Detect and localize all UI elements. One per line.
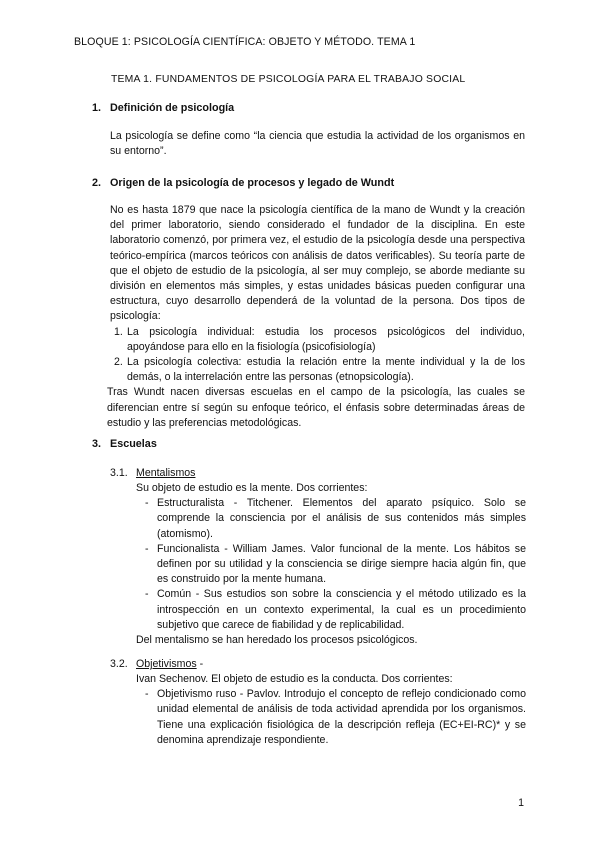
list-number: 2. — [114, 356, 123, 369]
section-1-number: 1. — [92, 102, 102, 114]
section-1-heading: Definición de psicología — [110, 102, 235, 114]
section-2-number: 2. — [92, 177, 102, 189]
list-item — [145, 542, 526, 588]
list-item — [145, 496, 526, 542]
dash-bullet: - — [145, 588, 149, 601]
page-number: 1 — [518, 797, 524, 809]
subsection-3-1-intro: Su objeto de estudio es la mente. Dos corrientes: — [136, 482, 368, 494]
section-2-closing: Tras Wundt nacen diversas escuelas en el campo de la psicología, las cuales se diferencian entre sí según su enfoque teórico, el énfasis sobre determinadas áreas de estudio y las preferencias metodológicas. — [107, 386, 525, 429]
subsection-3-2-number: 3.2. — [110, 658, 128, 670]
dash-bullet: - — [145, 497, 149, 510]
list-item — [145, 687, 526, 748]
list-text: La psicología individual: estudia los procesos psicológicos del individuo, apoyándose para ello en la fisiología (psicofisiología) — [127, 325, 525, 353]
section-2-body: No es hasta 1879 que nace la psicología científica de la mano de Wundt y la creación del primer laboratorio, siendo considerado el fundador de la disciplina. En este laboratorio comenzó, por primera vez, el estudio de la psicología desde una perspectiva teórico-empírica (marcos teóricos con análisis de datos verificables). Su teoría parte de que el objeto de estudio de la psicología, al ser muy complejo, se aborde mediante su división en elementos más simples, y estas unidades básicas pueden configurar una estructura, cuyo desarrollo dependerá de la voluntad de la persona. Dos tipos de psicología: — [110, 204, 525, 323]
section-3-number: 3. — [92, 438, 102, 450]
subsection-3-2-title-suffix: - — [196, 658, 204, 670]
list-item — [145, 587, 526, 633]
subsection-3-1-title: Mentalismos — [136, 467, 196, 479]
section-1-body: La psicología se define como “la ciencia que estudia la actividad de los organismos en su entorno”. — [110, 130, 525, 158]
list-text: La psicología colectiva: estudia la relación entre la mente individual y la de los demás, o la interrelación entre las personas (etnopsicología). — [127, 356, 525, 384]
running-header: BLOQUE 1: PSICOLOGÍA CIENTÍFICA: OBJETO Y MÉTODO. TEMA 1 — [74, 36, 416, 48]
section-2-heading: Origen de la psicología de procesos y legado de Wundt — [110, 177, 395, 189]
subsection-3-2-heading — [136, 658, 203, 670]
dash-bullet: - — [145, 542, 149, 555]
psychology-types-list — [110, 325, 525, 386]
mentalism-currents-list — [145, 496, 526, 633]
section-2-content — [107, 203, 525, 431]
dash-bullet: - — [145, 688, 149, 701]
subsection-3-1-number: 3.1. — [110, 467, 128, 479]
list-item — [110, 325, 525, 355]
objectivism-currents-list — [145, 687, 526, 748]
subsection-3-1-closing: Del mentalismo se han heredado los procesos psicológicos. — [136, 634, 418, 647]
list-text: Estructuralista - Titchener. Elementos del aparato psíquico. Solo se comprende la consciencia por el análisis de sus contenidos más simples (atomismo). — [157, 497, 526, 540]
list-text: Objetivismo ruso - Pavlov. Introdujo el concepto de reflejo condicionado como unidad elemental de análisis de toda actividad aprendida por los organismos. Tiene una explicación fisiológica de la descripción refleja (EC+EI-RC)* y se denomina aprendizaje respondiente. — [157, 688, 526, 746]
list-item — [110, 355, 525, 385]
section-3-heading: Escuelas — [110, 438, 157, 450]
subsection-3-2-title: Objetivismos — [136, 658, 197, 670]
subsection-3-2-content — [136, 672, 526, 748]
list-number: 1. — [114, 325, 123, 338]
list-text: Común - Sus estudios son sobre la consciencia y el método utilizado es la introspección en un contexto experimental, la cual es un procedimiento subjetivo que carece de fiabilidad y de replicabilidad. — [157, 588, 526, 631]
subsection-3-2-intro: Ivan Sechenov. El objeto de estudio es la conducta. Dos corrientes: — [136, 673, 453, 685]
list-text: Funcionalista - William James. Valor funcional de la mente. Los hábitos se definen por su utilidad y la consciencia se dirige siempre hacia algún fin, que es construido por la mente humana. — [157, 542, 526, 586]
subsection-3-1-content — [136, 481, 526, 648]
document-title: TEMA 1. FUNDAMENTOS DE PSICOLOGÍA PARA EL TRABAJO SOCIAL — [111, 74, 466, 85]
